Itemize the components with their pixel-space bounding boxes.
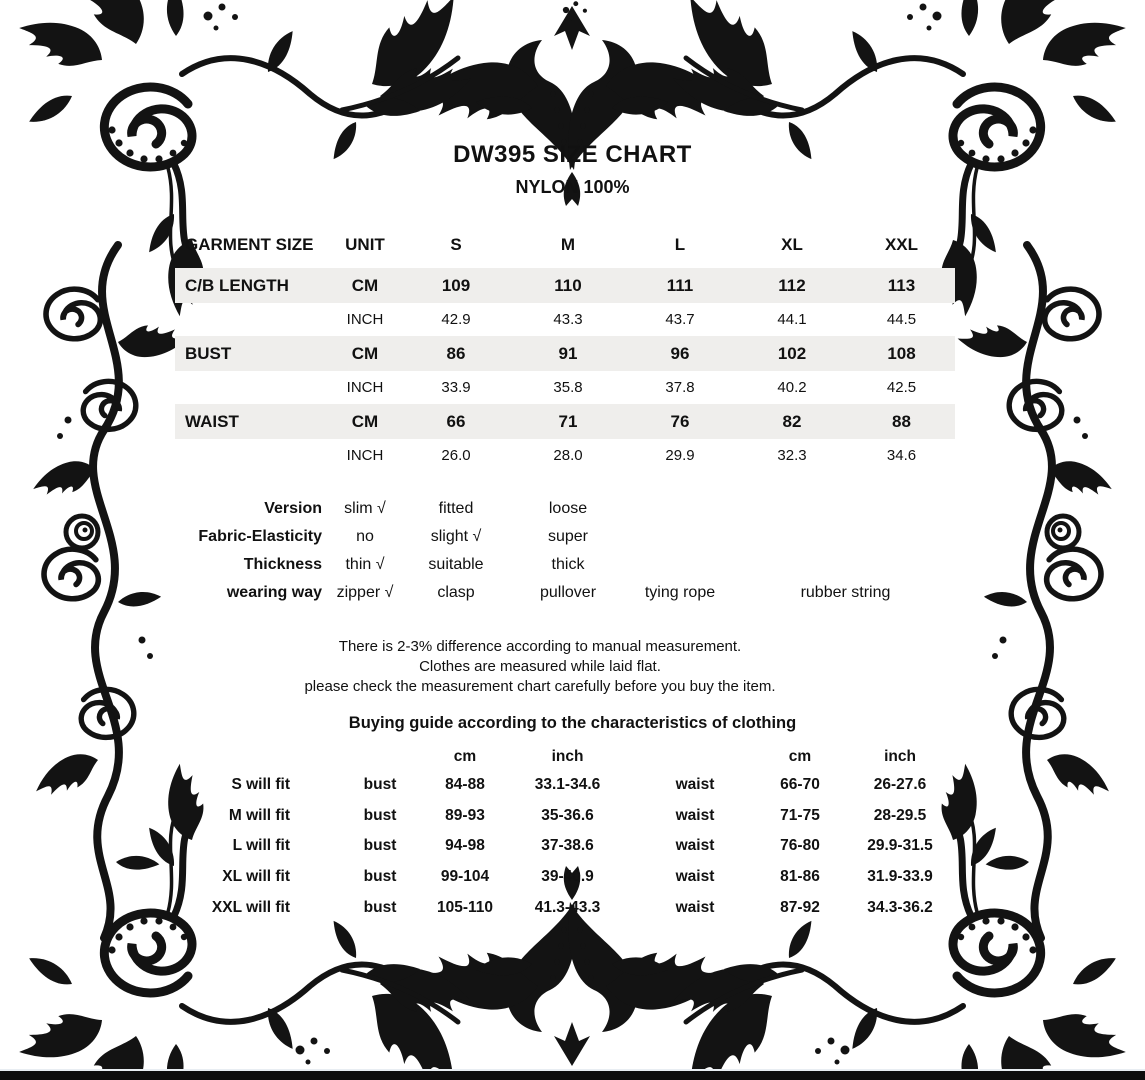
buying-guide-row-xxl (160, 893, 955, 923)
col-header-l: L (674, 235, 686, 254)
buying-guide-row-s (160, 770, 955, 800)
guide-value: 84-88 (445, 776, 485, 793)
fabric-subtitle: NYLON 100% (515, 177, 630, 197)
guide-value: 26-27.6 (873, 776, 927, 793)
guide-value: 37-38.6 (541, 837, 594, 854)
unit-cell: INCH (346, 311, 384, 328)
value-cell: 86 (400, 336, 512, 371)
guide-size-label: S will fit (231, 776, 290, 793)
attribute-label: Fabric-Elasticity (198, 528, 322, 545)
guide-value: 76-80 (780, 837, 820, 854)
value-cell: 40.2 (777, 379, 807, 396)
unit-cell: CM (330, 404, 400, 439)
col-header-m: M (560, 235, 576, 254)
measurement-label (175, 371, 330, 404)
measurement-label: C/B LENGTH (175, 268, 330, 303)
value-cell: 102 (736, 336, 848, 371)
value-cell: 113 (848, 268, 955, 303)
col-header-garment-size: GARMENT SIZE (185, 235, 314, 254)
buying-guide-row-m (160, 801, 955, 831)
value-cell: 37.8 (665, 379, 695, 396)
guide-value: 39-40.9 (541, 868, 594, 885)
attribute-value: loose (548, 500, 588, 517)
value-cell: 44.1 (777, 311, 807, 328)
guide-size-label: XL will fit (222, 868, 290, 885)
value-cell: 111 (624, 268, 736, 303)
guide-value: 87-92 (780, 899, 820, 916)
attribute-value: no (356, 528, 374, 545)
bottom-bar (0, 1071, 1145, 1080)
guide-part-label: bust (363, 868, 397, 885)
value-cell: 42.9 (441, 311, 471, 328)
guide-value: 66-70 (780, 776, 820, 793)
buying-guide-row-xl (160, 862, 955, 892)
unit-cell: INCH (346, 447, 384, 464)
value-cell: 43.3 (553, 311, 583, 328)
value-cell: 33.9 (441, 379, 471, 396)
attribute-row-version (175, 495, 955, 523)
value-cell: 112 (736, 268, 848, 303)
attribute-value: thin √ (345, 556, 385, 573)
guide-part-label: bust (363, 837, 397, 854)
guide-size-label: M will fit (228, 807, 290, 824)
unit-cell: CM (330, 336, 400, 371)
row-cb-length-cm (175, 268, 955, 303)
guide-size-label: L will fit (232, 837, 290, 854)
guide-value: 105-110 (436, 899, 494, 916)
guide-part-label: waist (675, 868, 715, 885)
guide-value: 94-98 (445, 837, 485, 854)
attribute-value: fitted (438, 500, 474, 517)
attribute-value: pullover (539, 584, 597, 601)
col-header-s: S (450, 235, 462, 254)
value-cell: 71 (512, 404, 624, 439)
guide-part-label: waist (675, 837, 715, 854)
value-cell: 76 (624, 404, 736, 439)
buying-guide-header-row (160, 742, 955, 772)
value-cell: 26.0 (441, 447, 471, 464)
measurement-label: BUST (175, 336, 330, 371)
value-cell: 82 (736, 404, 848, 439)
value-cell: 96 (624, 336, 736, 371)
buying-guide-title: Buying guide according to the characteristics of clothing (348, 714, 797, 732)
unit-cell: CM (330, 268, 400, 303)
guide-col-header-inch: inch (551, 748, 584, 765)
guide-value: 28-29.5 (873, 807, 927, 824)
size-chart-header-row (175, 222, 955, 268)
guide-part-label: bust (363, 899, 397, 916)
attribute-value: rubber string (800, 584, 891, 601)
guide-part-label: waist (675, 899, 715, 916)
guide-value: 81-86 (780, 868, 820, 885)
guide-value: 99-104 (440, 868, 490, 885)
guide-part-label: waist (675, 776, 715, 793)
value-cell: 110 (512, 268, 624, 303)
guide-value: 31.9-33.9 (867, 868, 933, 885)
attribute-value: clasp (437, 584, 475, 601)
value-cell: 108 (848, 336, 955, 371)
guide-part-label: waist (675, 807, 715, 824)
guide-value: 35-36.6 (541, 807, 594, 824)
value-cell: 66 (400, 404, 512, 439)
attribute-label: Thickness (243, 556, 322, 573)
attribute-label: wearing way (226, 584, 322, 601)
attribute-row-wearing-way (175, 579, 955, 607)
value-cell: 109 (400, 268, 512, 303)
row-cb-length-inch (175, 303, 955, 336)
guide-value: 41.3-43.3 (534, 899, 601, 916)
size-chart-table (175, 222, 955, 472)
value-cell: 34.6 (886, 447, 917, 464)
value-cell: 43.7 (665, 311, 695, 328)
value-cell: 42.5 (886, 379, 917, 396)
attribute-value: zipper √ (336, 584, 394, 601)
guide-part-label: bust (363, 776, 397, 793)
value-cell: 29.9 (665, 447, 695, 464)
note-line: There is 2-3% difference according to manual measurement. (338, 638, 742, 655)
page-title: DW395 SIZE CHART (453, 141, 692, 168)
guide-value: 33.1-34.6 (534, 776, 601, 793)
note-line: Clothes are measured while laid flat. (419, 658, 661, 675)
guide-col-header-cm: cm (453, 748, 477, 765)
attribute-value: suitable (428, 556, 484, 573)
measurement-label: WAIST (175, 404, 330, 439)
value-cell: 91 (512, 336, 624, 371)
guide-value: 34.3-36.2 (867, 899, 933, 916)
note-line: please check the measurement chart carefully before you buy the item. (304, 678, 776, 695)
guide-col-header-inch: inch (884, 748, 916, 765)
measurement-label (175, 303, 330, 336)
attribute-value: tying rope (644, 584, 716, 601)
attribute-row-fabric-elasticity (175, 523, 955, 551)
attribute-row-thickness (175, 551, 955, 579)
value-cell: 32.3 (777, 447, 807, 464)
row-waist-inch (175, 439, 955, 472)
buying-guide-row-l (160, 831, 955, 861)
guide-value: 71-75 (780, 807, 820, 824)
col-header-xl: XL (781, 235, 803, 254)
row-waist-cm (175, 404, 955, 439)
measurement-label (175, 439, 330, 472)
attribute-value: thick (551, 556, 585, 573)
unit-cell: INCH (346, 379, 384, 396)
measurement-notes (95, 637, 985, 697)
guide-value: 29.9-31.5 (867, 837, 933, 854)
value-cell: 28.0 (553, 447, 583, 464)
attribute-value: super (547, 528, 589, 545)
col-header-xxl: XXL (884, 235, 919, 254)
value-cell: 88 (848, 404, 955, 439)
guide-value: 89-93 (445, 807, 485, 824)
guide-size-label: XXL will fit (211, 899, 290, 916)
value-cell: 35.8 (553, 379, 583, 396)
attribute-value: slim √ (344, 500, 386, 517)
guide-col-header-cm: cm (788, 748, 812, 765)
col-header-unit: UNIT (345, 235, 385, 254)
attribute-label: Version (264, 500, 322, 517)
attribute-value: slight √ (430, 528, 482, 545)
row-bust-cm (175, 336, 955, 371)
guide-part-label: bust (363, 807, 397, 824)
value-cell: 44.5 (886, 311, 917, 328)
row-bust-inch (175, 371, 955, 404)
